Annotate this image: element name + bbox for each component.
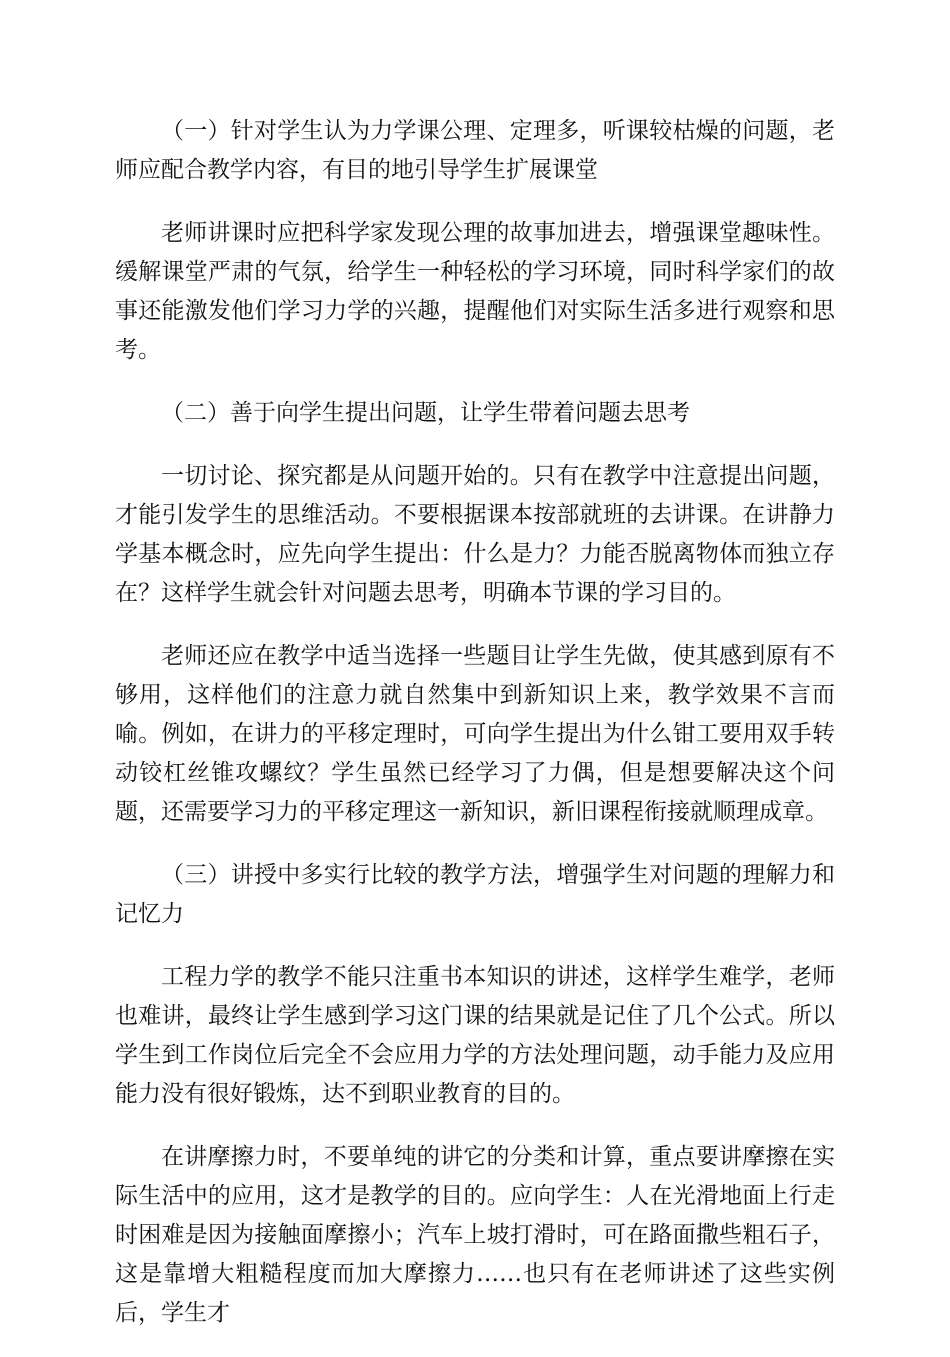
section-heading-1: （一）针对学生认为力学课公理、定理多，听课较枯燥的问题，老师应配合教学内容，有目的地引导学生扩展课堂	[115, 118, 835, 183]
paragraph-5: 在讲摩擦力时，不要单纯的讲它的分类和计算，重点要讲摩擦在实际生活中的应用，这才是教学的目的。应向学生：人在光滑地面上行走时困难是因为接触面摩擦小；汽车上坡打滑时，可在路面撒些粗石子，这是靠增大粗糙程度而加大摩擦力……也只有在老师讲述了这些实例后，学生才	[115, 1144, 835, 1326]
document-body	[115, 112, 835, 1357]
section-heading-2: （二）善于向学生提出问题，让学生带着问题去思考	[161, 400, 690, 426]
paragraph-4: 工程力学的教学不能只注重书本知识的讲述，这样学生难学，老师也难讲，最终让学生感到学习这门课的结果就是记住了几个公式。所以学生到工作岗位后完全不会应用力学的方法处理问题，动手能力及应用能力没有很好锻炼，达不到职业教育的目的。	[115, 964, 835, 1107]
section-heading-3: （三）讲授中多实行比较的教学方法，增强学生对问题的理解力和记忆力	[115, 862, 835, 927]
paragraph-1: 老师讲课时应把科学家发现公理的故事加进去，增强课堂趣味性。缓解课堂严肃的气氛，给学生一种轻松的学习环境，同时科学家们的故事还能激发他们学习力学的兴趣，提醒他们对实际生活多进行观察和思考。	[115, 220, 835, 363]
paragraph-2: 一切讨论、探究都是从问题开始的。只有在教学中注意提出问题，才能引发学生的思维活动。不要根据课本按部就班的去讲课。在讲静力学基本概念时，应先向学生提出：什么是力？力能否脱离物体而独立存在？这样学生就会针对问题去思考，明确本节课的学习目的。	[115, 463, 835, 606]
paragraph-3: 老师还应在教学中适当选择一些题目让学生先做，使其感到原有不够用，这样他们的注意力就自然集中到新知识上来，教学效果不言而喻。例如，在讲力的平移定理时，可向学生提出为什么钳工要用双手转动铰杠丝锥攻螺纹？学生虽然已经学习了力偶，但是想要解决这个问题，还需要学习力的平移定理这一新知识，新旧课程衔接就顺理成章。	[115, 643, 835, 825]
